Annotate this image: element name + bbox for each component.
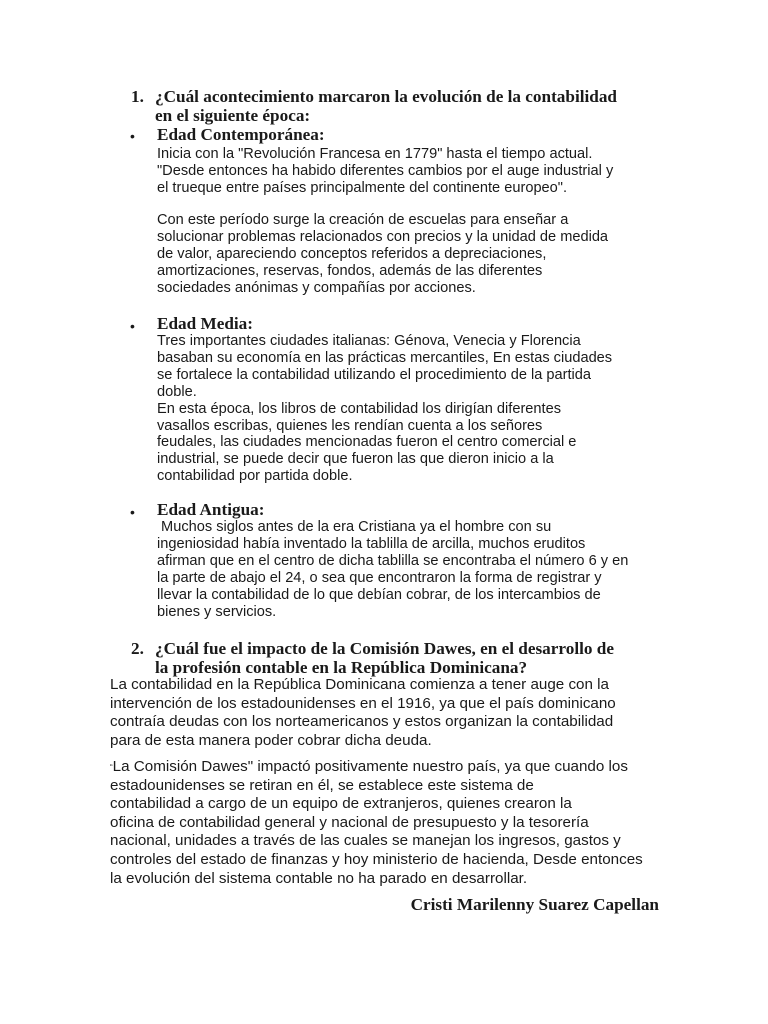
section-title-contemporanea: Edad Contemporánea:: [157, 125, 325, 144]
paragraph-line: sociedades anónimas y compañías por acciones.: [157, 279, 476, 296]
paragraph-line: contabilidad a cargo de un equipo de extranjeros, quienes crearon la: [110, 795, 572, 813]
paragraph-line: se fortalece la contabilidad utilizando el procedimiento de la partida: [157, 366, 592, 383]
question-1-number: 1.: [131, 87, 144, 106]
answer-paragraph: [110, 676, 660, 750]
question-2-line: ¿Cuál fue el impacto de la Comisión Dawes, en el desarrollo de: [155, 639, 614, 658]
bullet-icon: •: [130, 504, 135, 520]
section-paragraph: [157, 519, 662, 620]
paragraph-line: estadounidenses se retiran en él, se establece este sistema de: [110, 776, 534, 794]
paragraph-line: "Desde entonces ha habido diferentes cambios por el auge industrial y: [157, 162, 614, 179]
paragraph-line: vasallos escribas, quienes les rendían cuenta a los señores: [157, 417, 543, 434]
paragraph-line: la evolución del sistema contable no ha parado en desarrollar.: [110, 869, 528, 887]
paragraph-line: afirman que en el centro de dicha tablilla se encontraba el número 6 y en: [157, 552, 629, 569]
paragraph-line: La contabilidad en la República Dominicana comienza a tener auge con la: [110, 676, 609, 693]
paragraph-line: ingeniosidad había inventado la tablilla de arcilla, muchos eruditos: [157, 535, 586, 552]
paragraph-line: contraía deudas con los norteamericanos y estos organizan la contabilidad: [110, 713, 614, 731]
paragraph-line: intervención de los estadounidenses en el 1916, ya que el país dominicano: [110, 694, 616, 712]
paragraph-line: de valor, apareciendo conceptos referidos a depreciaciones,: [157, 245, 547, 262]
paragraph-line: basaban su economía en las prácticas mercantiles, En estas ciudades: [157, 349, 613, 366]
paragraph-line: contabilidad por partida doble.: [157, 468, 353, 485]
question-2-number: 2.: [131, 639, 144, 658]
answer-paragraph: [110, 758, 660, 888]
paragraph-line: para de esta manera poder cobrar dicha deuda.: [110, 731, 432, 749]
paragraph-line: En esta época, los libros de contabilidad los dirigían diferentes: [157, 400, 562, 417]
section-paragraph: [157, 212, 662, 297]
paragraph-line: industrial, se puede decir que fueron las que dieron inicio a la: [157, 451, 554, 468]
bullet-icon: •: [130, 128, 135, 144]
section-title-media: Edad Media:: [157, 314, 253, 333]
paragraph-line: solucionar problemas relacionados con precios y la unidad de medida: [157, 228, 609, 245]
paragraph-line: el trueque entre países principalmente del continente europeo".: [157, 179, 568, 196]
question-2-text: [155, 639, 675, 677]
paragraph-line: Inicia con la "Revolución Francesa en 1779" hasta el tiempo actual.: [157, 146, 593, 162]
paragraph-line: nacional, unidades a través de las cuales se manejan los ingresos, gastos y: [110, 832, 621, 850]
question-1-line: en el siguiente época:: [155, 106, 311, 125]
paragraph-line-text: La Comisión Dawes" impactó positivamente nuestro país, ya que cuando los: [112, 758, 628, 775]
section-paragraph: [157, 146, 662, 197]
paragraph-line: Muchos siglos antes de la era Cristiana ya el hombre con su: [157, 519, 552, 535]
paragraph-line: Con este período surge la creación de escuelas para enseñar a: [157, 212, 569, 228]
paragraph-line: feudales, las ciudades mencionadas fueron el centro comercial e: [157, 434, 577, 451]
question-1-text: [155, 87, 675, 125]
paragraph-line: [110, 758, 660, 777]
paragraph-line: Tres importantes ciudades italianas: Génova, Venecia y Florencia: [157, 333, 581, 349]
quote-mark: “: [110, 763, 113, 772]
author-signature: Cristi Marilenny Suarez Capellan: [410, 895, 659, 914]
paragraph-line: controles del estado de finanzas y hoy ministerio de hacienda, Desde entonces: [110, 850, 643, 868]
question-2-line: la profesión contable en la República Dominicana?: [155, 658, 528, 677]
question-1-line: ¿Cuál acontecimiento marcaron la evolución de la contabilidad: [155, 87, 617, 106]
paragraph-line: llevar la contabilidad de lo que debían cobrar, de los intercambios de: [157, 586, 601, 603]
paragraph-line: bienes y servicios.: [157, 603, 277, 620]
paragraph-line: amortizaciones, reservas, fondos, además de las diferentes: [157, 262, 543, 279]
bullet-icon: •: [130, 318, 135, 334]
section-title-antigua: Edad Antigua:: [157, 500, 265, 519]
paragraph-line: oficina de contabilidad general y nacional de presupuesto y la tesorería: [110, 813, 589, 831]
paragraph-line: la parte de abajo el 24, o sea que encontraron la forma de registrar y: [157, 569, 602, 586]
section-paragraph: [157, 333, 662, 485]
paragraph-line: doble.: [157, 383, 197, 400]
